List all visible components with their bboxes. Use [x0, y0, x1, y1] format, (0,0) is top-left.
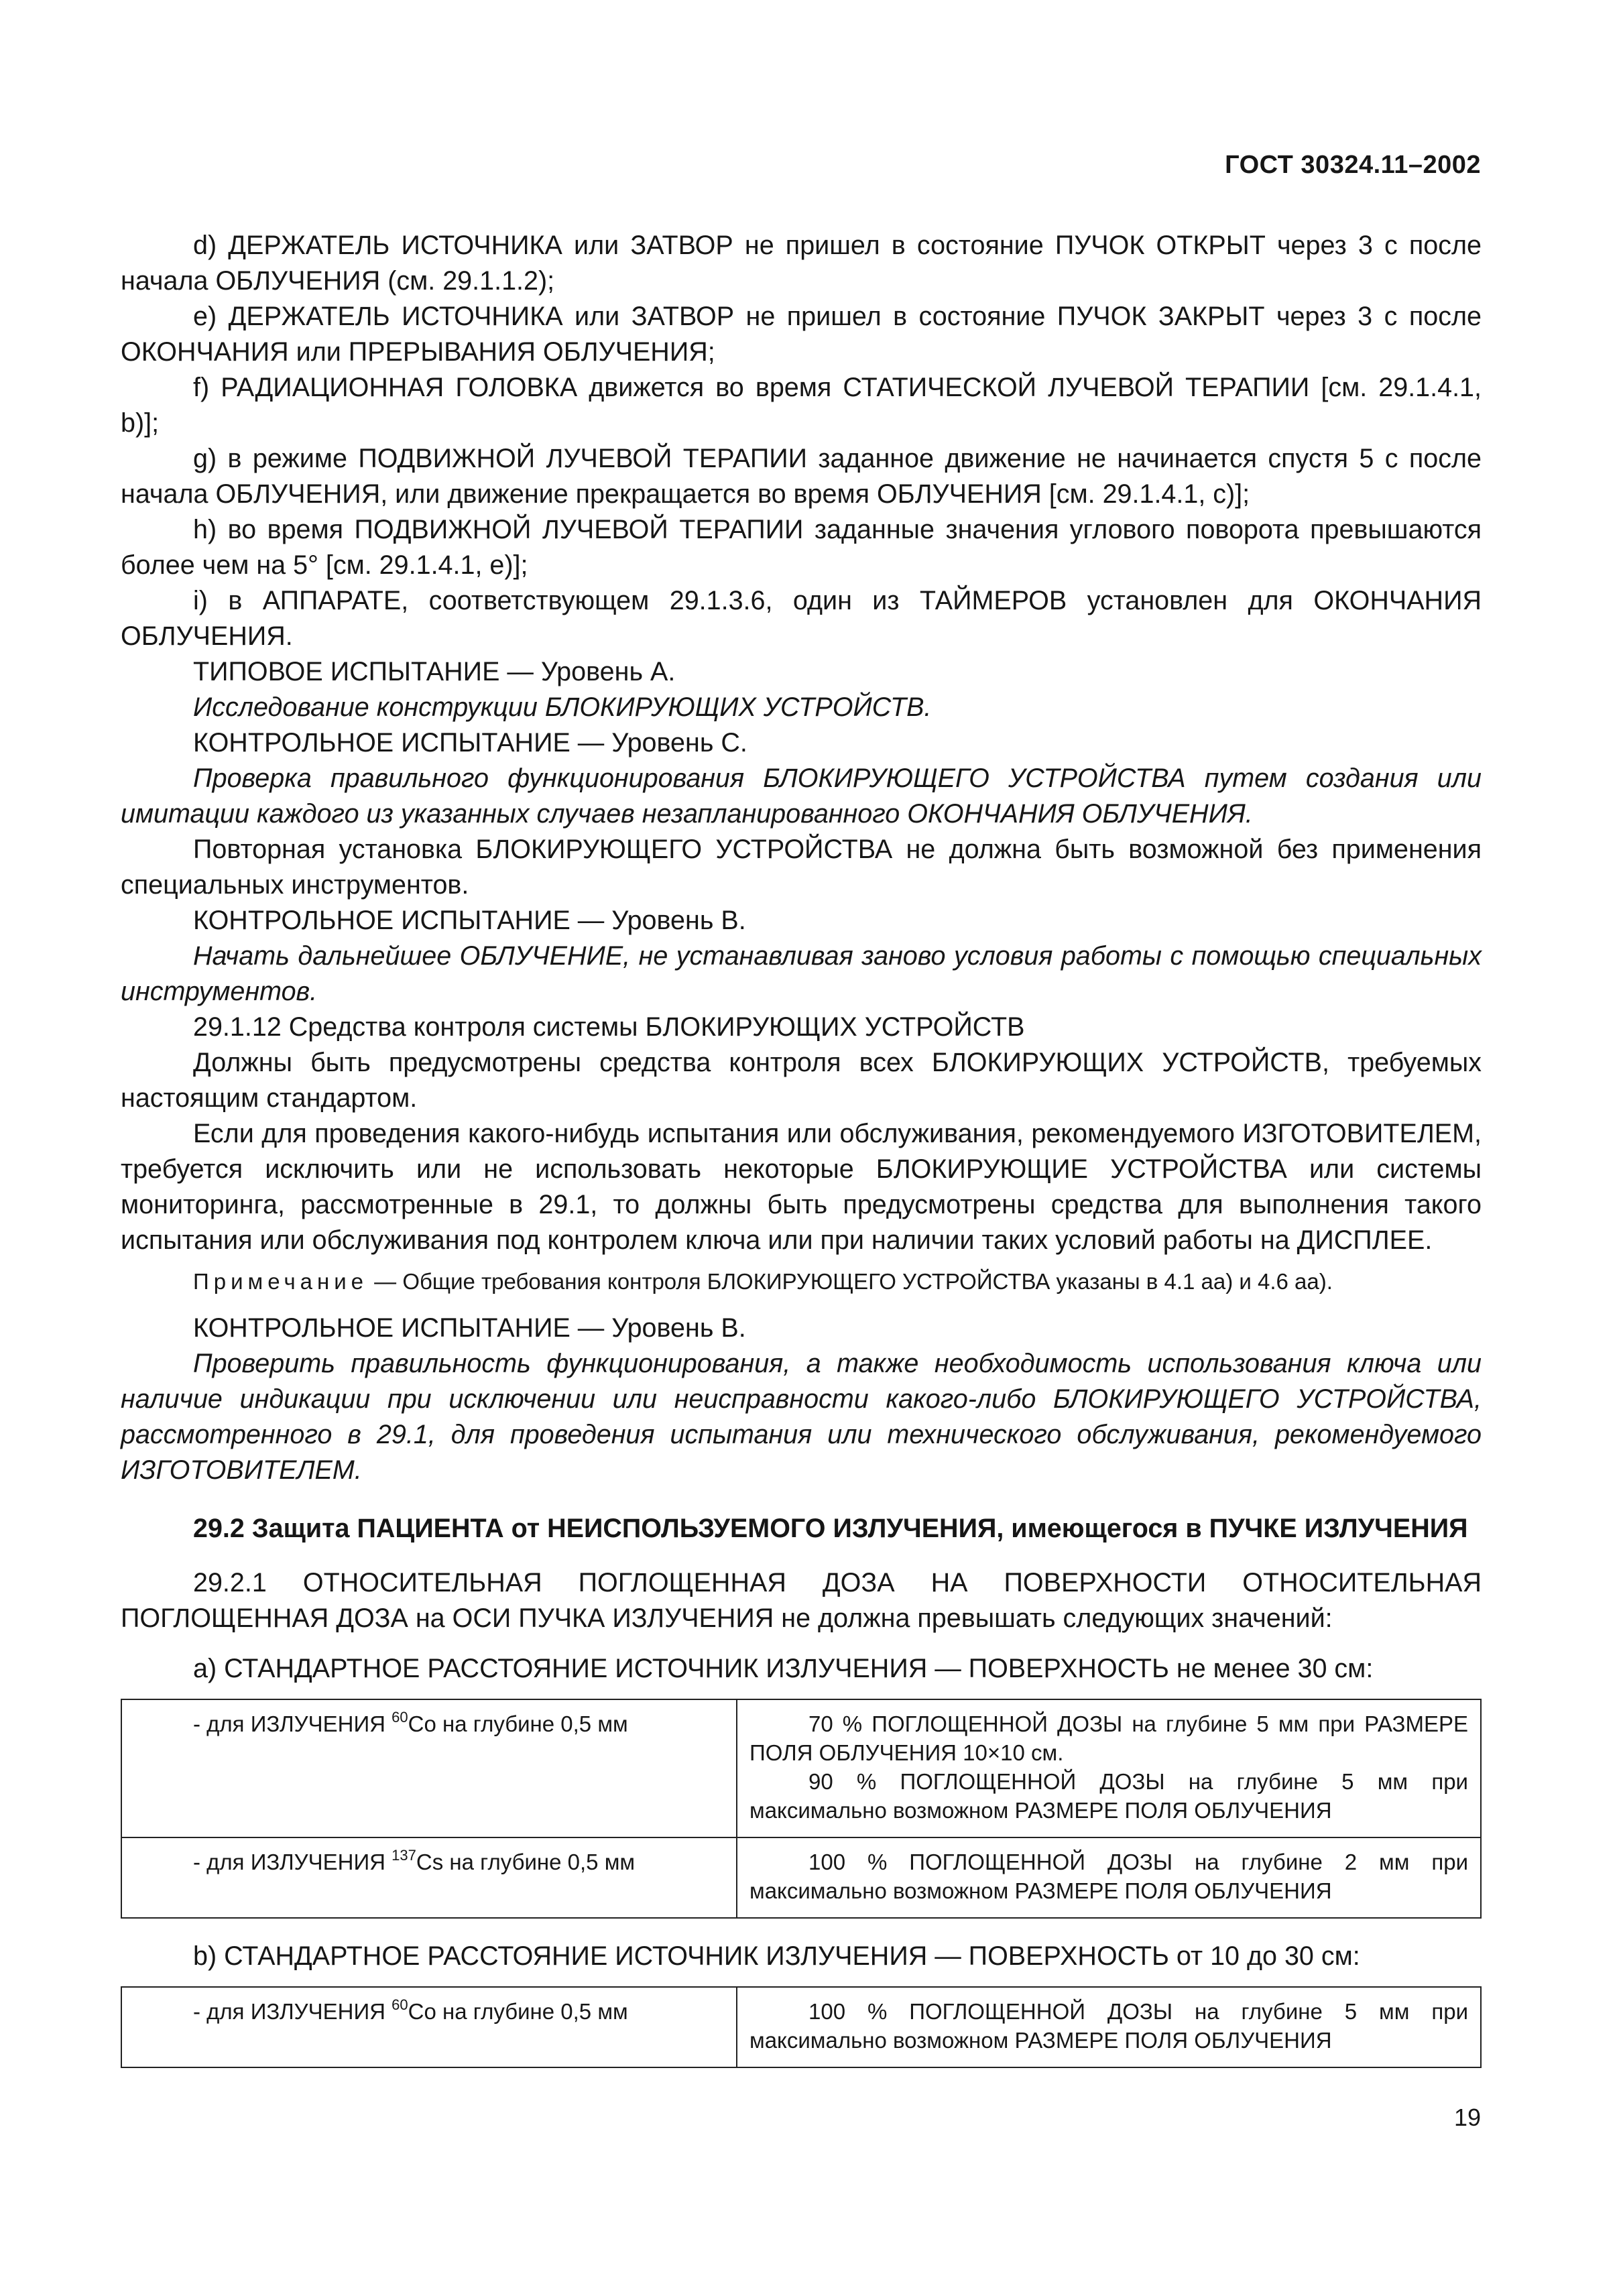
table-row: [121, 1837, 1481, 1918]
item-b-standard-distance: b) СТАНДАРТНОЕ РАССТОЯНИЕ ИСТОЧНИК ИЗЛУЧЕНИЯ — ПОВЕРХНОСТЬ от 10 до 30 см:: [193, 1941, 1360, 1971]
dose-limit-cell: [737, 1699, 1481, 1837]
list-item-d: d) ДЕРЖАТЕЛЬ ИСТОЧНИКА или ЗАТВОР не пришел в состояние ПУЧОК ОТКРЫТ через 3 с после начала ОБЛУЧЕНИЯ (см. 29.1.1.2);: [121, 231, 1482, 296]
page-body: [121, 228, 1482, 2088]
radiation-prefix: - для ИЗЛУЧЕНИЯ: [193, 1999, 392, 2024]
dose-limit-line: 70 % ПОГЛОЩЕННОЙ ДОЗЫ на глубине 5 мм при РАЗМЕРЕ ПОЛЯ ОБЛУЧЕНИЯ 10×10 см.: [749, 1711, 1468, 1765]
radiation-type-cell: [121, 1987, 737, 2067]
table-row: [121, 1699, 1481, 1837]
radiation-suffix: Co на глубине 0,5 мм: [408, 1999, 628, 2024]
dose-limit-cell: [737, 1987, 1481, 2067]
verify-text: Проверить правильность функционирования, а также необходимость использования ключа или наличие индикации при исключении или неисправности какого-либо БЛОКИРУЮЩЕГО УСТРОЙСТВА, рассмотренного в 29.1, для проведения испытания или технического обслуживания, рекомендуемого ИЗГОТОВИТЕЛЕМ.: [121, 1349, 1482, 1485]
isotope-mass: 60: [392, 1709, 408, 1726]
list-item-i: i) в АППАРАТЕ, соответствующем 29.1.3.6, один из ТАЙМЕРОВ установлен для ОКОНЧАНИЯ ОБЛУЧЕНИЯ.: [121, 586, 1482, 651]
type-test-level-a: ТИПОВОЕ ИСПЫТАНИЕ — Уровень А.: [193, 657, 676, 686]
if-test-text: Если для проведения какого-нибудь испытания или обслуживания, рекомендуемого ИЗГОТОВИТЕЛЕМ, требуется исключить или не использовать некоторые БЛОКИРУЮЩИЕ УСТРОЙСТВА или системы мониторинга, рассмотренные в 29.1, то должны быть предусмотрены средства для выполнения такого испытания или обслуживания под контролем ключа или при наличии таких условий работы на ДИСПЛЕЕ.: [121, 1119, 1482, 1255]
list-item-h: h) во время ПОДВИЖНОЙ ЛУЧЕВОЙ ТЕРАПИИ заданные значения углового поворота превышаются более чем на 5° [см. 29.1.4.1, e)];: [121, 515, 1482, 580]
note-text: — Общие требования контроля БЛОКИРУЮЩЕГО УСТРОЙСТВА указаны в 4.1 аа) и 4.6 аа).: [368, 1269, 1333, 1294]
isotope-mass: 137: [392, 1847, 416, 1864]
note: [121, 1266, 1482, 1297]
design-study-text: Исследование конструкции БЛОКИРУЮЩИХ УСТРОЙСТВ.: [193, 692, 932, 722]
document-code-header: ГОСТ 30324.11–2002: [1225, 151, 1481, 179]
radiation-prefix: - для ИЗЛУЧЕНИЯ: [193, 1711, 392, 1736]
radiation-suffix: Co на глубине 0,5 мм: [408, 1711, 628, 1736]
dose-limit-line: 100 % ПОГЛОЩЕННОЙ ДОЗЫ на глубине 2 мм при максимально возможном РАЗМЕРЕ ПОЛЯ ОБЛУЧЕНИЯ: [749, 1850, 1468, 1903]
list-item-f: f) РАДИАЦИОННАЯ ГОЛОВКА движется во время СТАТИЧЕСКОЙ ЛУЧЕВОЙ ТЕРАПИИ [см. 29.1.4.1, b)];: [121, 373, 1482, 438]
dose-table-a: [121, 1699, 1482, 1919]
radiation-suffix: Cs на глубине 0,5 мм: [416, 1850, 636, 1874]
dose-limit-line: 90 % ПОГЛОЩЕННОЙ ДОЗЫ на глубине 5 мм при максимально возможном РАЗМЕРЕ ПОЛЯ ОБЛУЧЕНИЯ: [749, 1769, 1468, 1823]
radiation-type-cell: [121, 1837, 737, 1918]
list-item-e: e) ДЕРЖАТЕЛЬ ИСТОЧНИКА или ЗАТВОР не пришел в состояние ПУЧОК ЗАКРЫТ через 3 с после ОКОНЧАНИЯ или ПРЕРЫВАНИЯ ОБЛУЧЕНИЯ;: [121, 302, 1482, 367]
start-further-text: Начать дальнейшее ОБЛУЧЕНИЕ, не устанавливая заново условия работы с помощью специальных инструментов.: [121, 941, 1482, 1006]
section-heading-29-2: 29.2 Защита ПАЦИЕНТА от НЕИСПОЛЬЗУЕМОГО ИЗЛУЧЕНИЯ, имеющегося в ПУЧКЕ ИЗЛУЧЕНИЯ: [193, 1514, 1468, 1543]
dose-limit-line: 100 % ПОГЛОЩЕННОЙ ДОЗЫ на глубине 5 мм при максимально возможном РАЗМЕРЕ ПОЛЯ ОБЛУЧЕНИЯ: [749, 1999, 1468, 2053]
must-provide-text: Должны быть предусмотрены средства контроля всех БЛОКИРУЮЩИХ УСТРОЙСТВ, требуемых настоящим стандартом.: [121, 1048, 1482, 1113]
section-29-2-1-text: 29.2.1 ОТНОСИТЕЛЬНАЯ ПОГЛОЩЕННАЯ ДОЗА НА ПОВЕРХНОСТИ ОТНОСИТЕЛЬНАЯ ПОГЛОЩЕННАЯ ДОЗА на ОСИ ПУЧКА ИЗЛУЧЕНИЯ не должна превышать следующих значений:: [121, 1568, 1482, 1633]
control-test-level-b-1: КОНТРОЛЬНОЕ ИСПЫТАНИЕ — Уровень В.: [193, 906, 746, 935]
dose-limit-cell: [737, 1837, 1481, 1918]
page-number: 19: [1453, 2104, 1481, 2131]
list-item-g: g) в режиме ПОДВИЖНОЙ ЛУЧЕВОЙ ТЕРАПИИ заданное движение не начинается спустя 5 с после начала ОБЛУЧЕНИЯ, или движение прекращается во время ОБЛУЧЕНИЯ [см. 29.1.4.1, c)];: [121, 444, 1482, 509]
check-function-text: Проверка правильного функционирования БЛОКИРУЮЩЕГО УСТРОЙСТВА путем создания или имитации каждого из указанных случаев незапланированного ОКОНЧАНИЯ ОБЛУЧЕНИЯ.: [121, 764, 1482, 829]
item-a-standard-distance: a) СТАНДАРТНОЕ РАССТОЯНИЕ ИСТОЧНИК ИЗЛУЧЕНИЯ — ПОВЕРХНОСТЬ не менее 30 см:: [193, 1654, 1374, 1683]
dose-table-b: [121, 1986, 1482, 2068]
control-test-level-b-2: КОНТРОЛЬНОЕ ИСПЫТАНИЕ — Уровень В.: [193, 1313, 746, 1343]
isotope-mass: 60: [392, 1996, 408, 2013]
section-heading-29-1-12: 29.1.12 Средства контроля системы БЛОКИРУЮЩИХ УСТРОЙСТВ: [193, 1012, 1025, 1042]
table-row: [121, 1987, 1481, 2067]
reinstall-text: Повторная установка БЛОКИРУЮЩЕГО УСТРОЙСТВА не должна быть возможной без применения специальных инструментов.: [121, 835, 1482, 900]
control-test-level-c: КОНТРОЛЬНОЕ ИСПЫТАНИЕ — Уровень С.: [193, 728, 747, 758]
radiation-type-cell: [121, 1699, 737, 1837]
note-label: Примечание: [193, 1269, 369, 1294]
radiation-prefix: - для ИЗЛУЧЕНИЯ: [193, 1850, 392, 1874]
